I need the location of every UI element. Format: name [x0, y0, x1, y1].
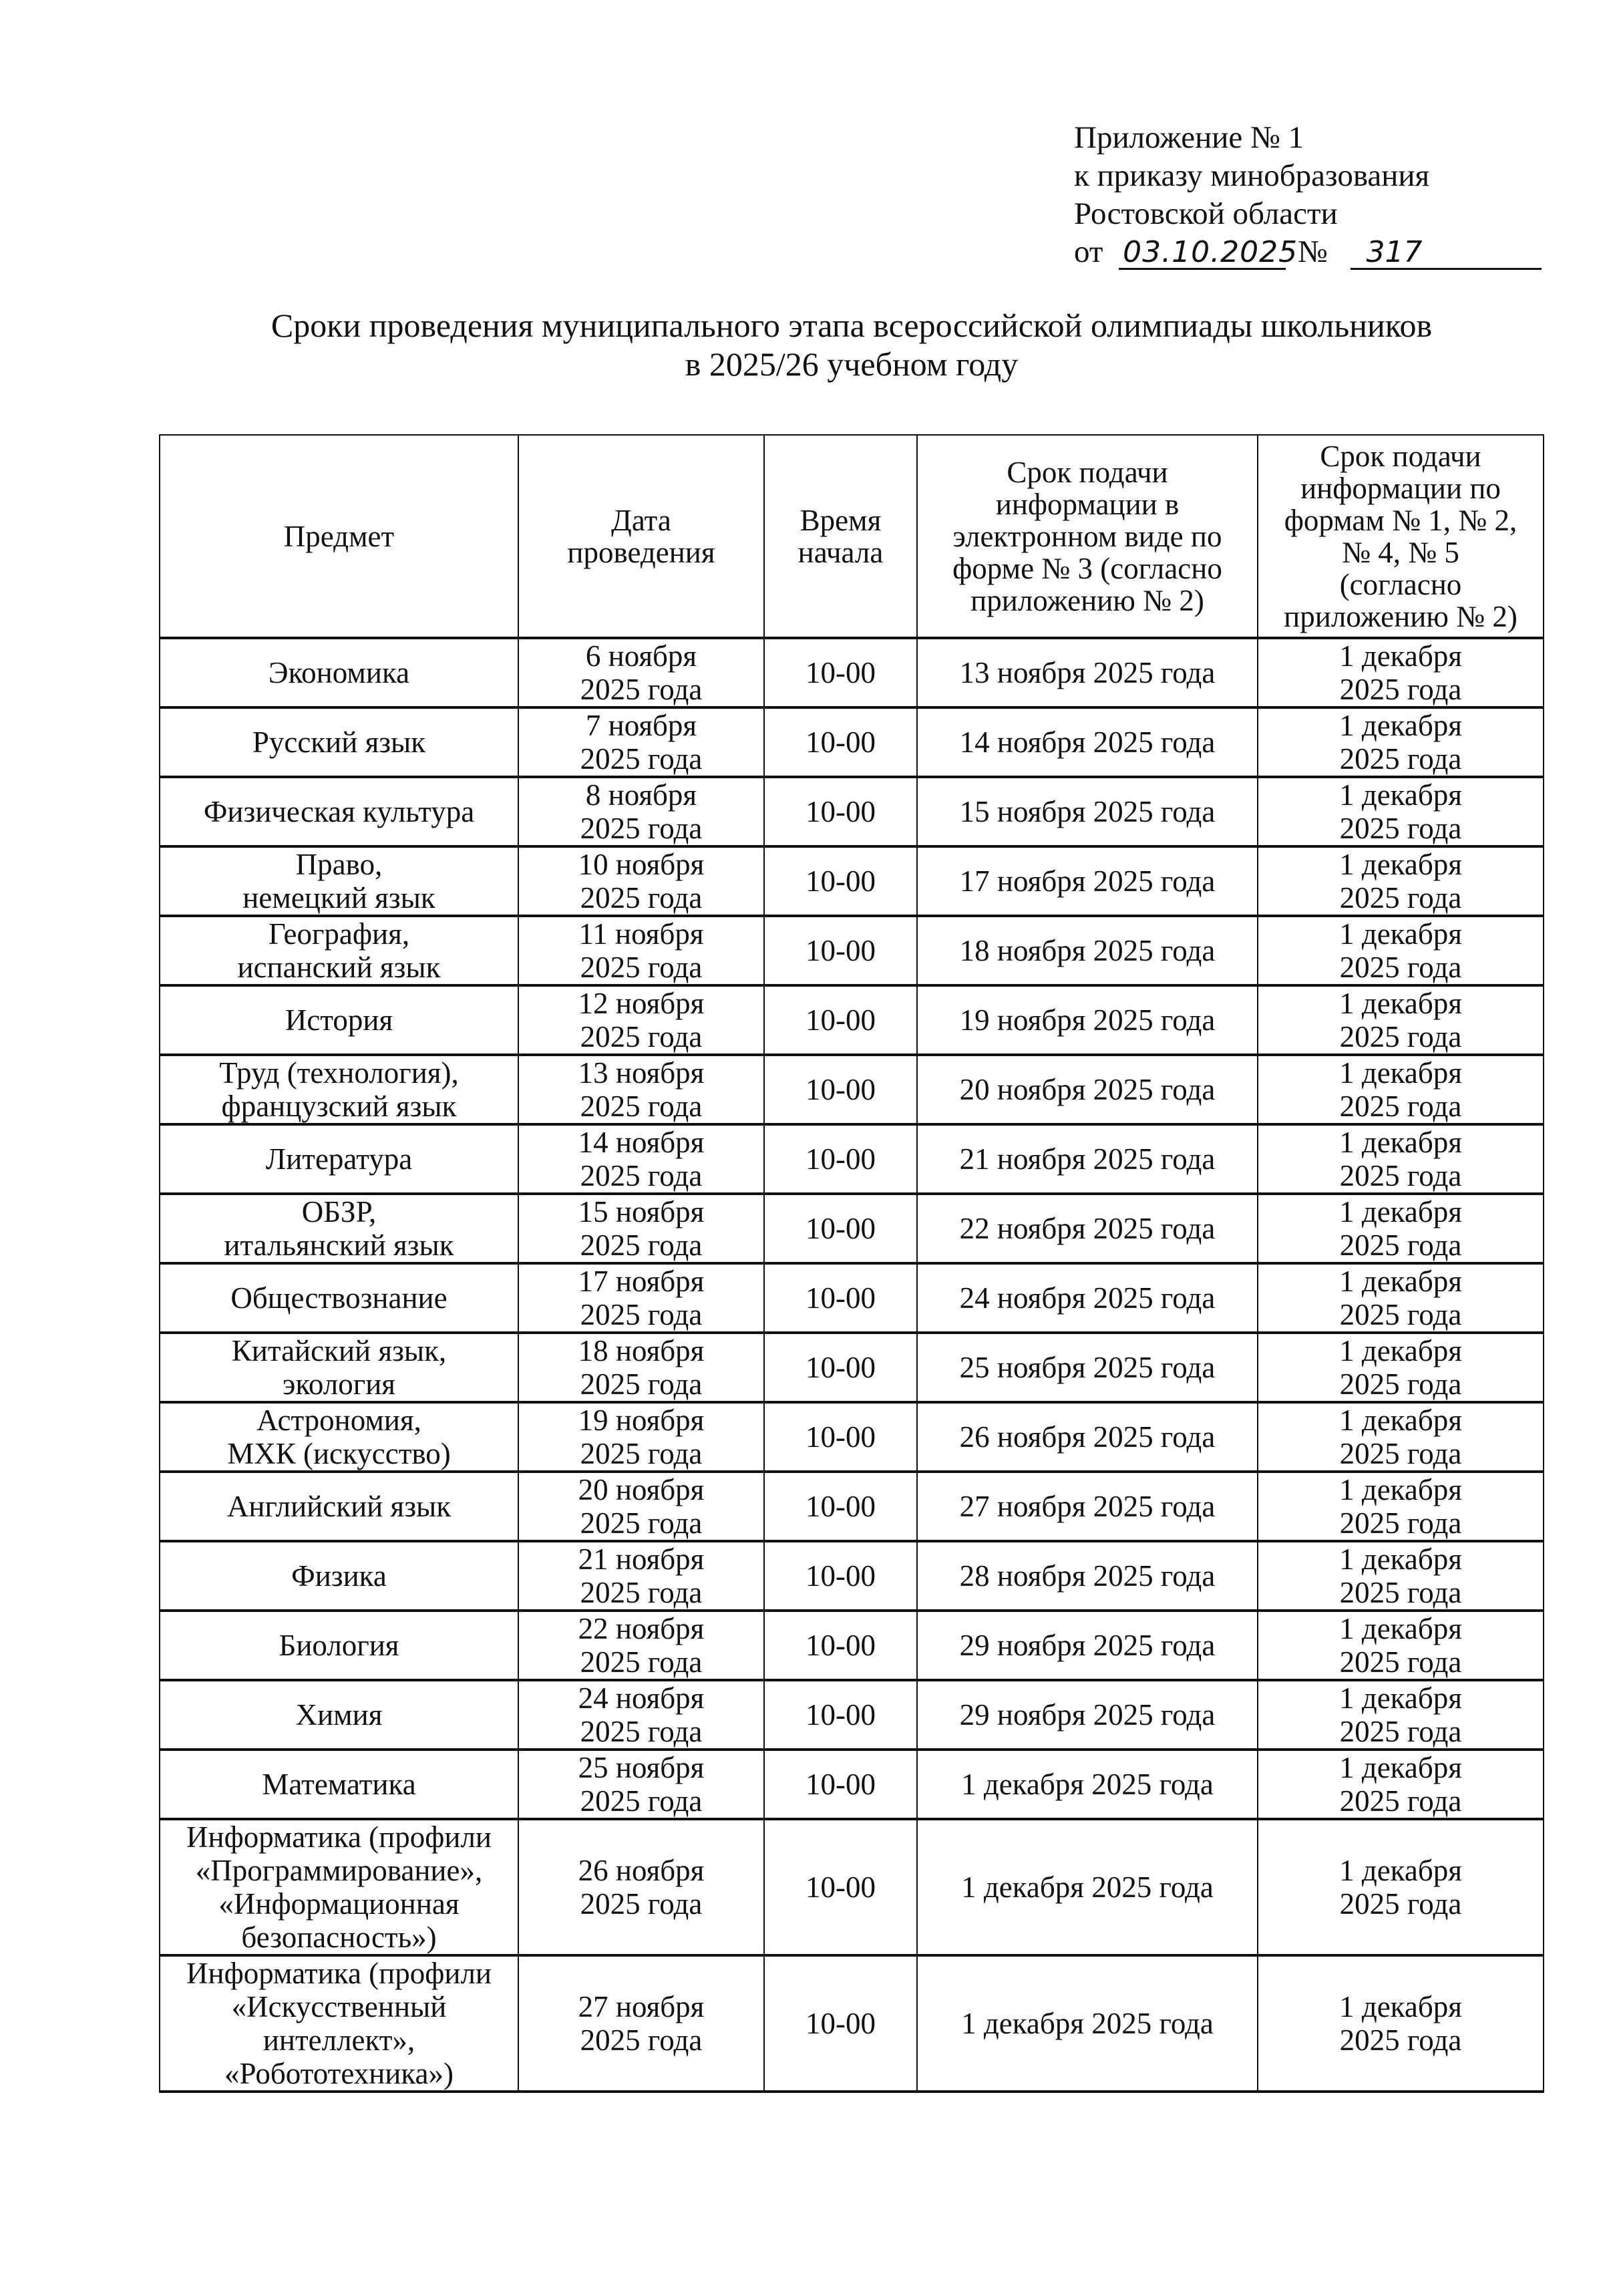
- start-time-cell: 10-00: [764, 1819, 917, 1955]
- date-cell-line: 26 ноября: [578, 1854, 705, 1887]
- header-text-line: формам № 1, № 2,: [1284, 503, 1517, 537]
- subject-cell: [160, 846, 518, 916]
- start-time-cell: 10-00: [764, 985, 917, 1055]
- subject-cell: [160, 1124, 518, 1194]
- date-cell: [518, 916, 764, 985]
- forms-deadline-cell-line: 2025 года: [1339, 2023, 1462, 2057]
- handwritten-order-date: 03.10.2025: [1119, 237, 1286, 270]
- date-cell-line: 12 ноября: [578, 987, 705, 1020]
- forms-deadline-cell-line: 2025 года: [1339, 1784, 1462, 1818]
- date-cell: [518, 1611, 764, 1680]
- number-label: №: [1297, 234, 1328, 269]
- subject-cell-line: Химия: [295, 1698, 383, 1732]
- form3-deadline-cell: 29 ноября 2025 года: [917, 1680, 1258, 1750]
- header-text-line: Предмет: [283, 519, 395, 553]
- forms-deadline-cell-line: 1 декабря: [1339, 1404, 1462, 1437]
- date-cell: [518, 638, 764, 707]
- subject-cell-line: «Искусственный: [231, 1990, 447, 2023]
- forms-deadline-cell-line: 1 декабря: [1339, 778, 1462, 812]
- subject-cell: [160, 916, 518, 985]
- form3-deadline-cell: 20 ноября 2025 года: [917, 1055, 1258, 1124]
- subject-cell-line: Информатика (профили: [186, 1957, 492, 1990]
- forms-deadline-cell-line: 2025 года: [1339, 1090, 1462, 1123]
- form3-deadline-cell: 13 ноября 2025 года: [917, 638, 1258, 707]
- start-time-cell: 10-00: [764, 1955, 917, 2092]
- forms-deadline-cell-line: 2025 года: [1339, 1298, 1462, 1331]
- forms-deadline-cell: [1258, 1541, 1544, 1611]
- start-time-cell: 10-00: [764, 1263, 917, 1333]
- date-cell-line: 13 ноября: [578, 1056, 705, 1090]
- date-cell: [518, 1124, 764, 1194]
- subject-cell: [160, 1680, 518, 1750]
- date-cell: [518, 1402, 764, 1472]
- subject-cell-line: Китайский язык,: [231, 1334, 447, 1367]
- subject-cell: [160, 1055, 518, 1124]
- subject-cell: [160, 1194, 518, 1263]
- forms-deadline-cell-line: 1 декабря: [1339, 917, 1462, 951]
- forms-deadline-cell: [1258, 1680, 1544, 1750]
- subject-cell-line: «Робототехника»): [224, 2057, 454, 2090]
- subject-cell-line: Физическая культура: [203, 795, 475, 828]
- table-row: [160, 1472, 1544, 1541]
- subject-cell: [160, 1611, 518, 1680]
- forms-deadline-cell-line: 2025 года: [1339, 742, 1462, 776]
- forms-deadline-cell-line: 1 декабря: [1339, 709, 1462, 742]
- header-text-line: информации в: [995, 487, 1180, 521]
- forms-deadline-cell: [1258, 1611, 1544, 1680]
- start-time-cell: 10-00: [764, 1680, 917, 1750]
- start-time-cell: 10-00: [764, 846, 917, 916]
- date-cell-line: 2025 года: [580, 1159, 703, 1192]
- date-cell-line: 2025 года: [580, 1367, 703, 1401]
- start-time-cell: 10-00: [764, 1472, 917, 1541]
- date-cell-line: 21 ноября: [578, 1542, 705, 1576]
- form3-deadline-cell: 19 ноября 2025 года: [917, 985, 1258, 1055]
- forms-deadline-cell-line: 1 декабря: [1339, 1056, 1462, 1090]
- date-cell-line: 18 ноября: [578, 1334, 705, 1367]
- subject-cell: [160, 1263, 518, 1333]
- header-text-line: форме № 3 (согласно: [952, 551, 1222, 585]
- date-cell-line: 2025 года: [580, 1228, 703, 1262]
- table-row: [160, 1124, 1544, 1194]
- table-row: [160, 1819, 1544, 1955]
- forms-deadline-cell-line: 2025 года: [1339, 1437, 1462, 1470]
- subject-cell: [160, 777, 518, 846]
- date-cell-line: 25 ноября: [578, 1751, 705, 1784]
- forms-deadline-cell-line: 1 декабря: [1339, 1473, 1462, 1506]
- subject-cell-line: Обществознание: [230, 1281, 448, 1315]
- forms-deadline-cell-line: 2025 года: [1339, 1020, 1462, 1053]
- forms-deadline-cell: [1258, 1194, 1544, 1263]
- forms-deadline-cell: [1258, 1263, 1544, 1333]
- table-row: [160, 1263, 1544, 1333]
- forms-deadline-cell-line: 1 декабря: [1339, 1265, 1462, 1298]
- handwritten-order-number: 317: [1351, 237, 1542, 270]
- date-cell: [518, 1750, 764, 1819]
- subject-cell-line: Литература: [265, 1142, 413, 1176]
- date-cell-line: 2025 года: [580, 1020, 703, 1053]
- date-cell: [518, 1333, 764, 1402]
- date-cell: [518, 1263, 764, 1333]
- subject-cell-line: Русский язык: [252, 725, 426, 759]
- subject-cell: [160, 1750, 518, 1819]
- forms-deadline-cell-line: 2025 года: [1339, 812, 1462, 845]
- form3-deadline-cell: 1 декабря 2025 года: [917, 1750, 1258, 1819]
- start-time-cell: 10-00: [764, 707, 917, 777]
- forms-deadline-cell-line: 2025 года: [1339, 673, 1462, 706]
- header-text-line: информации по: [1300, 471, 1501, 505]
- subject-cell-line: «Программирование»,: [195, 1854, 483, 1887]
- header-forms-deadline: [1258, 435, 1544, 638]
- header-text-line: проведения: [567, 535, 715, 569]
- forms-deadline-cell-line: 2025 года: [1339, 1506, 1462, 1540]
- form3-deadline-cell: 29 ноября 2025 года: [917, 1611, 1258, 1680]
- forms-deadline-cell: [1258, 707, 1544, 777]
- forms-deadline-cell: [1258, 1819, 1544, 1955]
- date-cell-line: 14 ноября: [578, 1126, 705, 1159]
- form3-deadline-cell: 1 декабря 2025 года: [917, 1955, 1258, 2092]
- forms-deadline-cell-line: 1 декабря: [1339, 1195, 1462, 1228]
- date-cell-line: 27 ноября: [578, 1990, 705, 2023]
- form3-deadline-cell: 24 ноября 2025 года: [917, 1263, 1258, 1333]
- form3-deadline-cell: 18 ноября 2025 года: [917, 916, 1258, 985]
- date-cell: [518, 1541, 764, 1611]
- date-cell-line: 2025 года: [580, 1506, 703, 1540]
- date-cell: [518, 1055, 764, 1124]
- forms-deadline-cell-line: 2025 года: [1339, 881, 1462, 915]
- subject-cell-line: Право,: [295, 848, 383, 881]
- date-cell-line: 2025 года: [580, 673, 703, 706]
- forms-deadline-cell: [1258, 1472, 1544, 1541]
- start-time-cell: 10-00: [764, 1611, 917, 1680]
- forms-deadline-cell: [1258, 1402, 1544, 1472]
- form3-deadline-cell: 28 ноября 2025 года: [917, 1541, 1258, 1611]
- forms-deadline-cell-line: 2025 года: [1339, 951, 1462, 984]
- form3-deadline-cell: 26 ноября 2025 года: [917, 1402, 1258, 1472]
- forms-deadline-cell-line: 1 декабря: [1339, 1126, 1462, 1159]
- date-cell-line: 2025 года: [580, 881, 703, 915]
- header-text-line: начала: [797, 535, 884, 569]
- header-start-time: [764, 435, 917, 638]
- start-time-cell: 10-00: [764, 1333, 917, 1402]
- forms-deadline-cell: [1258, 916, 1544, 985]
- forms-deadline-cell-line: 2025 года: [1339, 1715, 1462, 1748]
- forms-deadline-cell: [1258, 1750, 1544, 1819]
- date-cell: [518, 707, 764, 777]
- subject-cell: [160, 1333, 518, 1402]
- form3-deadline-cell: 1 декабря 2025 года: [917, 1819, 1258, 1955]
- date-cell-line: 15 ноября: [578, 1195, 705, 1228]
- form3-deadline-cell: 25 ноября 2025 года: [917, 1333, 1258, 1402]
- forms-deadline-cell-line: 2025 года: [1339, 1576, 1462, 1609]
- title-line-1: Сроки проведения муниципального этапа всероссийской олимпиады школьников: [271, 307, 1433, 344]
- table-row: [160, 777, 1544, 846]
- subject-cell: [160, 1541, 518, 1611]
- table-row: [160, 638, 1544, 707]
- subject-cell-line: ОБЗР,: [301, 1195, 377, 1228]
- header-text-line: Срок подачи: [1007, 455, 1168, 489]
- date-cell-line: 2025 года: [580, 742, 703, 776]
- date-cell-line: 11 ноября: [578, 917, 704, 951]
- date-cell: [518, 1194, 764, 1263]
- subject-cell-line: испанский язык: [237, 951, 441, 984]
- start-time-cell: 10-00: [764, 1124, 917, 1194]
- subject-cell-line: французский язык: [221, 1090, 457, 1123]
- date-cell: [518, 1955, 764, 2092]
- form3-deadline-cell: 27 ноября 2025 года: [917, 1472, 1258, 1541]
- subject-cell: [160, 1472, 518, 1541]
- forms-deadline-cell: [1258, 846, 1544, 916]
- date-cell-line: 2025 года: [580, 1090, 703, 1123]
- date-cell-line: 24 ноября: [578, 1681, 705, 1715]
- forms-deadline-cell-line: 2025 года: [1339, 1228, 1462, 1262]
- date-cell-line: 2025 года: [580, 951, 703, 984]
- table-row: [160, 1541, 1544, 1611]
- table-row: [160, 846, 1544, 916]
- forms-deadline-cell: [1258, 638, 1544, 707]
- table-row: [160, 1194, 1544, 1263]
- title-line-2: в 2025/26 учебном году: [685, 345, 1019, 383]
- date-cell-line: 2025 года: [580, 1715, 703, 1748]
- forms-deadline-cell: [1258, 1124, 1544, 1194]
- date-cell-line: 8 ноября: [585, 778, 697, 812]
- subject-cell-line: «Информационная: [218, 1887, 460, 1921]
- table-row: [160, 985, 1544, 1055]
- table-row: [160, 1402, 1544, 1472]
- date-cell-line: 2025 года: [580, 1887, 703, 1921]
- date-cell-line: 10 ноября: [578, 848, 705, 881]
- appendix-order-ref: к приказу минобразования: [1074, 158, 1430, 193]
- header-text-line: приложению № 2): [1284, 599, 1517, 633]
- olympiad-schedule-table: [159, 434, 1544, 2093]
- subject-cell: [160, 638, 518, 707]
- forms-deadline-cell: [1258, 1333, 1544, 1402]
- table-header-row: [160, 435, 1544, 638]
- subject-cell: [160, 985, 518, 1055]
- header-text-line: электронном виде по: [952, 519, 1222, 553]
- header-text-line: Срок подачи: [1320, 439, 1481, 473]
- forms-deadline-cell-line: 1 декабря: [1339, 848, 1462, 881]
- date-cell-line: 2025 года: [580, 1784, 703, 1818]
- subject-cell-line: итальянский язык: [224, 1228, 454, 1262]
- forms-deadline-cell: [1258, 1955, 1544, 2092]
- header-text-line: приложению № 2): [970, 583, 1204, 617]
- start-time-cell: 10-00: [764, 1750, 917, 1819]
- subject-cell-line: География,: [268, 917, 410, 951]
- appendix-header: [1074, 119, 1542, 271]
- subject-cell-line: Биология: [279, 1629, 399, 1662]
- subject-cell-line: интеллект»,: [262, 2023, 415, 2057]
- forms-deadline-cell-line: 1 декабря: [1339, 639, 1462, 673]
- date-cell-line: 2025 года: [580, 2023, 703, 2057]
- table-row: [160, 1055, 1544, 1124]
- date-cell-line: 2025 года: [580, 812, 703, 845]
- forms-deadline-cell-line: 1 декабря: [1339, 1681, 1462, 1715]
- form3-deadline-cell: 17 ноября 2025 года: [917, 846, 1258, 916]
- date-cell: [518, 1819, 764, 1955]
- table-row: [160, 1750, 1544, 1819]
- form3-deadline-cell: 22 ноября 2025 года: [917, 1194, 1258, 1263]
- subject-cell-line: немецкий язык: [242, 881, 435, 915]
- start-time-cell: 10-00: [764, 1194, 917, 1263]
- forms-deadline-cell-line: 1 декабря: [1339, 1854, 1462, 1887]
- start-time-cell: 10-00: [764, 638, 917, 707]
- date-cell-line: 6 ноября: [585, 639, 697, 673]
- subject-cell-line: Экономика: [268, 656, 410, 689]
- appendix-region: Ростовской области: [1074, 196, 1338, 231]
- table-row: [160, 1611, 1544, 1680]
- from-label: от: [1074, 234, 1103, 269]
- table-row: [160, 1680, 1544, 1750]
- date-cell: [518, 846, 764, 916]
- document-title: [134, 306, 1570, 383]
- subject-cell: [160, 1402, 518, 1472]
- subject-cell-line: История: [285, 1003, 393, 1037]
- start-time-cell: 10-00: [764, 916, 917, 985]
- forms-deadline-cell-line: 1 декабря: [1339, 1990, 1462, 2023]
- subject-cell-line: Информатика (профили: [186, 1820, 492, 1854]
- date-cell-line: 2025 года: [580, 1576, 703, 1609]
- subject-cell-line: МХК (искусство): [227, 1437, 451, 1470]
- date-cell: [518, 985, 764, 1055]
- date-cell-line: 20 ноября: [578, 1473, 705, 1506]
- forms-deadline-cell: [1258, 1055, 1544, 1124]
- forms-deadline-cell-line: 2025 года: [1339, 1159, 1462, 1192]
- header-text-line: № 4, № 5: [1342, 535, 1459, 569]
- subject-cell-line: Астрономия,: [256, 1404, 421, 1437]
- header-text-line: (согласно: [1339, 567, 1462, 601]
- header-date: [518, 435, 764, 638]
- date-cell-line: 19 ноября: [578, 1404, 705, 1437]
- start-time-cell: 10-00: [764, 1055, 917, 1124]
- date-cell: [518, 1680, 764, 1750]
- forms-deadline-cell-line: 2025 года: [1339, 1367, 1462, 1401]
- forms-deadline-cell-line: 1 декабря: [1339, 1334, 1462, 1367]
- start-time-cell: 10-00: [764, 1541, 917, 1611]
- subject-cell: [160, 707, 518, 777]
- appendix-number: Приложение № 1: [1074, 120, 1304, 155]
- subject-cell-line: Труд (технология),: [219, 1056, 459, 1090]
- date-cell-line: 22 ноября: [578, 1612, 705, 1645]
- form3-deadline-cell: 14 ноября 2025 года: [917, 707, 1258, 777]
- header-subject: [160, 435, 518, 638]
- date-cell-line: 2025 года: [580, 1298, 703, 1331]
- header-text-line: Время: [799, 503, 882, 537]
- order-date-number-row: [1074, 233, 1542, 271]
- forms-deadline-cell-line: 1 декабря: [1339, 987, 1462, 1020]
- start-time-cell: 10-00: [764, 777, 917, 846]
- subject-cell-line: экология: [283, 1367, 395, 1401]
- subject-cell-line: Математика: [262, 1768, 416, 1801]
- subject-cell: [160, 1955, 518, 2092]
- header-text-line: Дата: [611, 503, 671, 537]
- table-row: [160, 707, 1544, 777]
- date-cell-line: 17 ноября: [578, 1265, 705, 1298]
- table-row: [160, 1955, 1544, 2092]
- forms-deadline-cell-line: 2025 года: [1339, 1645, 1462, 1679]
- forms-deadline-cell-line: 1 декабря: [1339, 1542, 1462, 1576]
- forms-deadline-cell: [1258, 985, 1544, 1055]
- header-form3-deadline: [917, 435, 1258, 638]
- date-cell: [518, 777, 764, 846]
- date-cell-line: 7 ноября: [585, 709, 697, 742]
- forms-deadline-cell-line: 1 декабря: [1339, 1612, 1462, 1645]
- subject-cell-line: Английский язык: [226, 1490, 452, 1523]
- subject-cell: [160, 1819, 518, 1955]
- table-row: [160, 916, 1544, 985]
- forms-deadline-cell-line: 1 декабря: [1339, 1751, 1462, 1784]
- form3-deadline-cell: 15 ноября 2025 года: [917, 777, 1258, 846]
- forms-deadline-cell: [1258, 777, 1544, 846]
- form3-deadline-cell: 21 ноября 2025 года: [917, 1124, 1258, 1194]
- subject-cell-line: Физика: [291, 1559, 387, 1593]
- start-time-cell: 10-00: [764, 1402, 917, 1472]
- subject-cell-line: безопасность»): [241, 1921, 437, 1954]
- date-cell-line: 2025 года: [580, 1437, 703, 1470]
- table-row: [160, 1333, 1544, 1402]
- date-cell-line: 2025 года: [580, 1645, 703, 1679]
- date-cell: [518, 1472, 764, 1541]
- forms-deadline-cell-line: 2025 года: [1339, 1887, 1462, 1921]
- table-body: [160, 638, 1544, 2092]
